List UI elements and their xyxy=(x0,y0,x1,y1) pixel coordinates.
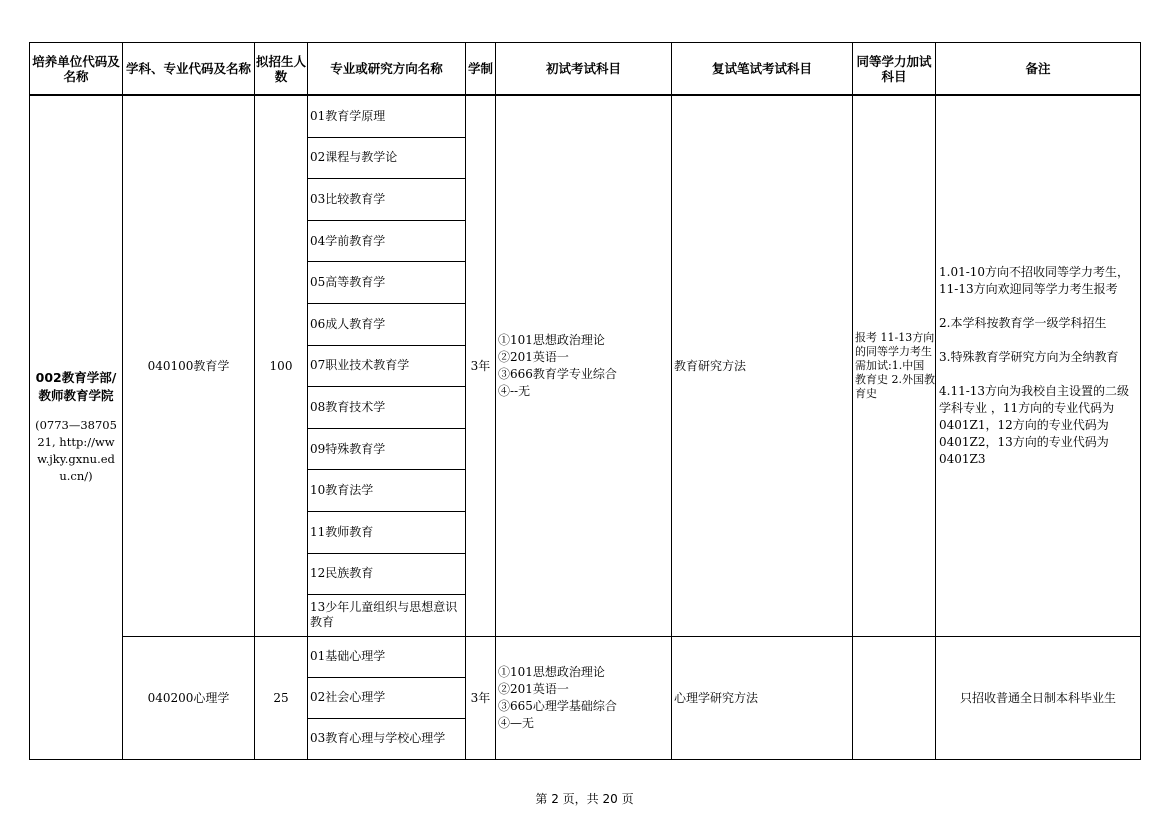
exam-subjects xyxy=(496,636,672,759)
direction-name: 03比较教育学 xyxy=(308,179,466,221)
table-row xyxy=(30,636,1141,677)
header-quota: 拟招生人数 xyxy=(255,43,308,96)
header-major: 学科、专业代码及名称 xyxy=(123,43,255,96)
direction-name: 02课程与教学论 xyxy=(308,137,466,179)
note-item: 2.本学科按教育学一级学科招生 xyxy=(939,315,1107,330)
header-retest: 复试笔试考试科目 xyxy=(672,43,853,96)
header-years: 学制 xyxy=(466,43,496,96)
major-name: 040100教育学 xyxy=(123,95,255,636)
retest-subject: 教育研究方法 xyxy=(672,95,853,636)
page-footer: 第 2 页，共 20 页 xyxy=(535,792,634,806)
note-item: 3.特殊教育学研究方向为全纳教育 xyxy=(939,349,1119,364)
note-item: 4.11-13方向为我校自主设置的二级学科专业 ，11方向的专业代码为0401Z1，12方向的专业代码为0401Z2，13方向的专业代码为0401Z3 xyxy=(939,383,1130,466)
admissions-table xyxy=(29,42,1141,760)
exam-subjects xyxy=(496,95,672,636)
direction-name: 11教师教育 xyxy=(308,511,466,553)
unit-cell xyxy=(30,95,123,759)
exam-subject: ②201英语一 xyxy=(498,681,569,696)
header-unit: 培养单位代码及名称 xyxy=(30,43,123,96)
note-item: 1.01-10方向不招收同等学力考生，11-13方向欢迎同等学力考生报考 xyxy=(939,264,1130,296)
direction-name: 05高等教育学 xyxy=(308,262,466,304)
exam-subject: ②201英语一 xyxy=(498,349,569,364)
notes-cell: 只招收普通全日制本科毕业生 xyxy=(936,636,1141,759)
unit-contact: (0773—3870521, http://www.jky.gxnu.edu.cn/) xyxy=(35,418,117,484)
direction-name: 01教育学原理 xyxy=(308,95,466,137)
retest-subject: 心理学研究方法 xyxy=(672,636,853,759)
quota-value: 25 xyxy=(255,636,308,759)
direction-name: 08教育技术学 xyxy=(308,387,466,429)
years-value: 3年 xyxy=(466,95,496,636)
exam-subject: ③666教育学专业综合 xyxy=(498,366,617,381)
unit-name: 002教育学部/教师教育学院 xyxy=(35,370,117,404)
years-value: 3年 xyxy=(466,636,496,759)
equivalent-subjects xyxy=(853,636,936,759)
exam-subject: ①101思想政治理论 xyxy=(498,664,605,679)
direction-name: 04学前教育学 xyxy=(308,220,466,262)
header-exam: 初试考试科目 xyxy=(496,43,672,96)
exam-subject: ④—无 xyxy=(498,715,535,730)
table-row xyxy=(30,95,1141,137)
notes-cell xyxy=(936,95,1141,636)
direction-name: 01基础心理学 xyxy=(308,636,466,677)
equivalent-subjects: 报考 11-13方向的同等学力考生需加试:1.中国教育史 2.外国教育史 xyxy=(853,95,936,636)
header-equivalent: 同等学力加试科目 xyxy=(853,43,936,96)
major-name: 040200心理学 xyxy=(123,636,255,759)
direction-name: 02社会心理学 xyxy=(308,677,466,718)
header-direction: 专业或研究方向名称 xyxy=(308,43,466,96)
direction-name: 03教育心理与学校心理学 xyxy=(308,718,466,759)
header-notes: 备注 xyxy=(936,43,1141,96)
direction-name: 06成人教育学 xyxy=(308,303,466,345)
direction-name: 07职业技术教育学 xyxy=(308,345,466,387)
direction-name: 13少年儿童组织与思想意识教育 xyxy=(308,595,466,637)
exam-subject: ①101思想政治理论 xyxy=(498,332,605,347)
exam-subject: ④--无 xyxy=(498,383,531,398)
direction-name: 10教育法学 xyxy=(308,470,466,512)
direction-name: 09特殊教育学 xyxy=(308,428,466,470)
exam-subject: ③665心理学基础综合 xyxy=(498,698,617,713)
direction-name: 12民族教育 xyxy=(308,553,466,595)
header-row xyxy=(30,43,1141,96)
quota-value: 100 xyxy=(255,95,308,636)
